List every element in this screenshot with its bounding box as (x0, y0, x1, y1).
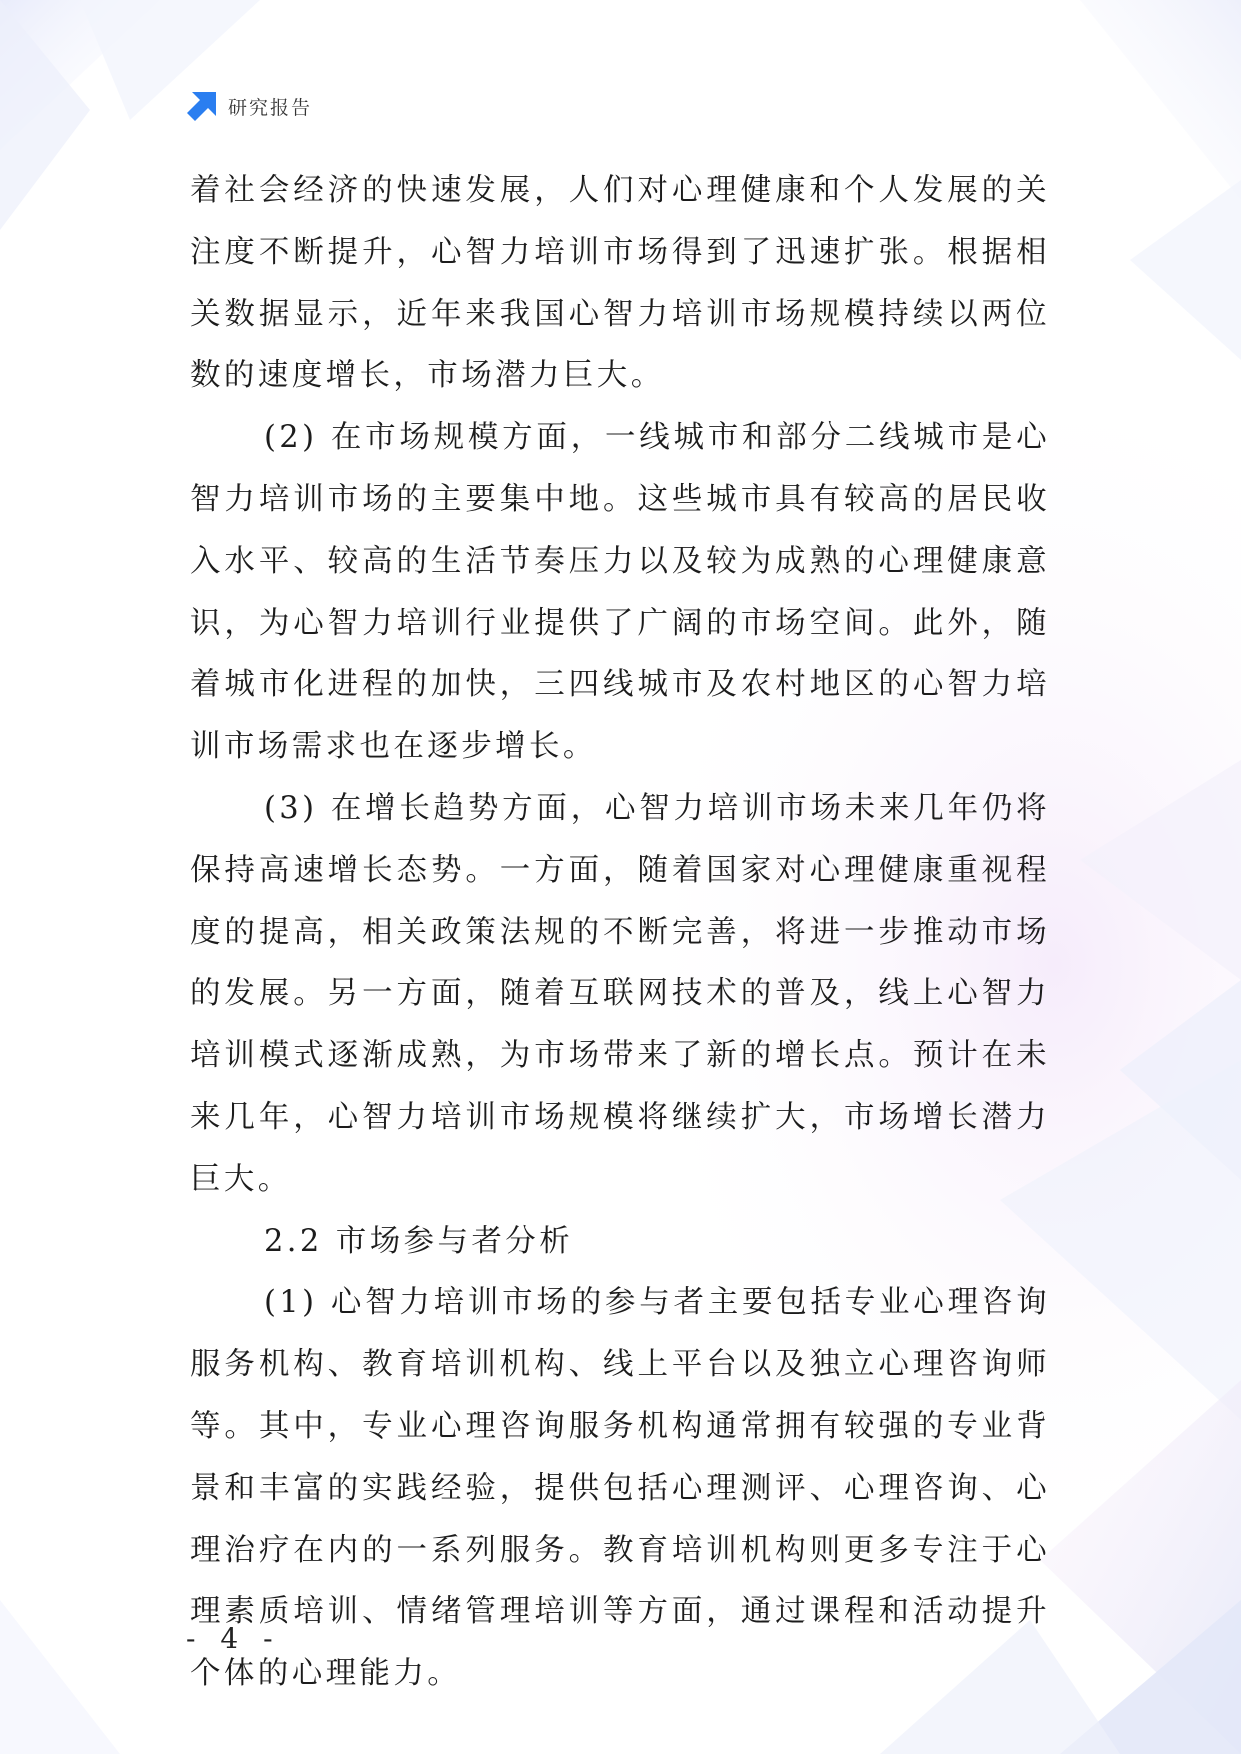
page-number: - 4 - (186, 1622, 281, 1655)
paragraph-growth-trend: (3) 在增长趋势方面，心智力培训市场未来几年仍将保持高速增长态势。一方面，随着国家对心理健康重视程度的提高，相关政策法规的不断完善，将进一步推动市场的发展。另一方面，随着互联网技术的普及，线上心智力培训模式逐渐成熟，为市场带来了新的增长点。预计在未来几年，心智力培训市场规模将继续扩大，市场增长潜力巨大。 (190, 790, 1050, 1197)
arrow-up-right-icon (186, 90, 218, 122)
document-body (190, 160, 1050, 1705)
section-heading: 2.2 市场参与者分析 (264, 1223, 574, 1259)
paragraph-market-size: (2) 在市场规模方面，一线城市和部分二线城市是心智力培训市场的主要集中地。这些城市具有较高的居民收入水平、较高的生活节奏压力以及较为成熟的心理健康意识，为心智力培训行业提供了广阔的市场空间。此外，随着城市化进程的加快，三四线城市及农村地区的心智力培训市场需求也在逐步增长。 (190, 420, 1050, 765)
report-header (186, 88, 312, 124)
paragraph-market-participants: (1) 心智力培训市场的参与者主要包括专业心理咨询服务机构、教育培训机构、线上平台以及独立心理咨询师等。其中，专业心理咨询服务机构通常拥有较强的专业背景和丰富的实践经验，提供包括心理测评、心理咨询、心理治疗在内的一系列服务。教育培训机构则更多专注于心理素质培训、情绪管理培训等方面，通过课程和活动提升个体的心理能力。 (190, 1285, 1050, 1692)
header-title: 研究报告 (228, 96, 313, 119)
paragraph-market-growth: 着社会经济的快速发展，人们对心理健康和个人发展的关注度不断提升，心智力培训市场得到了迅速扩张。根据相关数据显示，近年来我国心智力培训市场规模持续以两位数的速度增长，市场潜力巨大。 (190, 173, 1050, 394)
